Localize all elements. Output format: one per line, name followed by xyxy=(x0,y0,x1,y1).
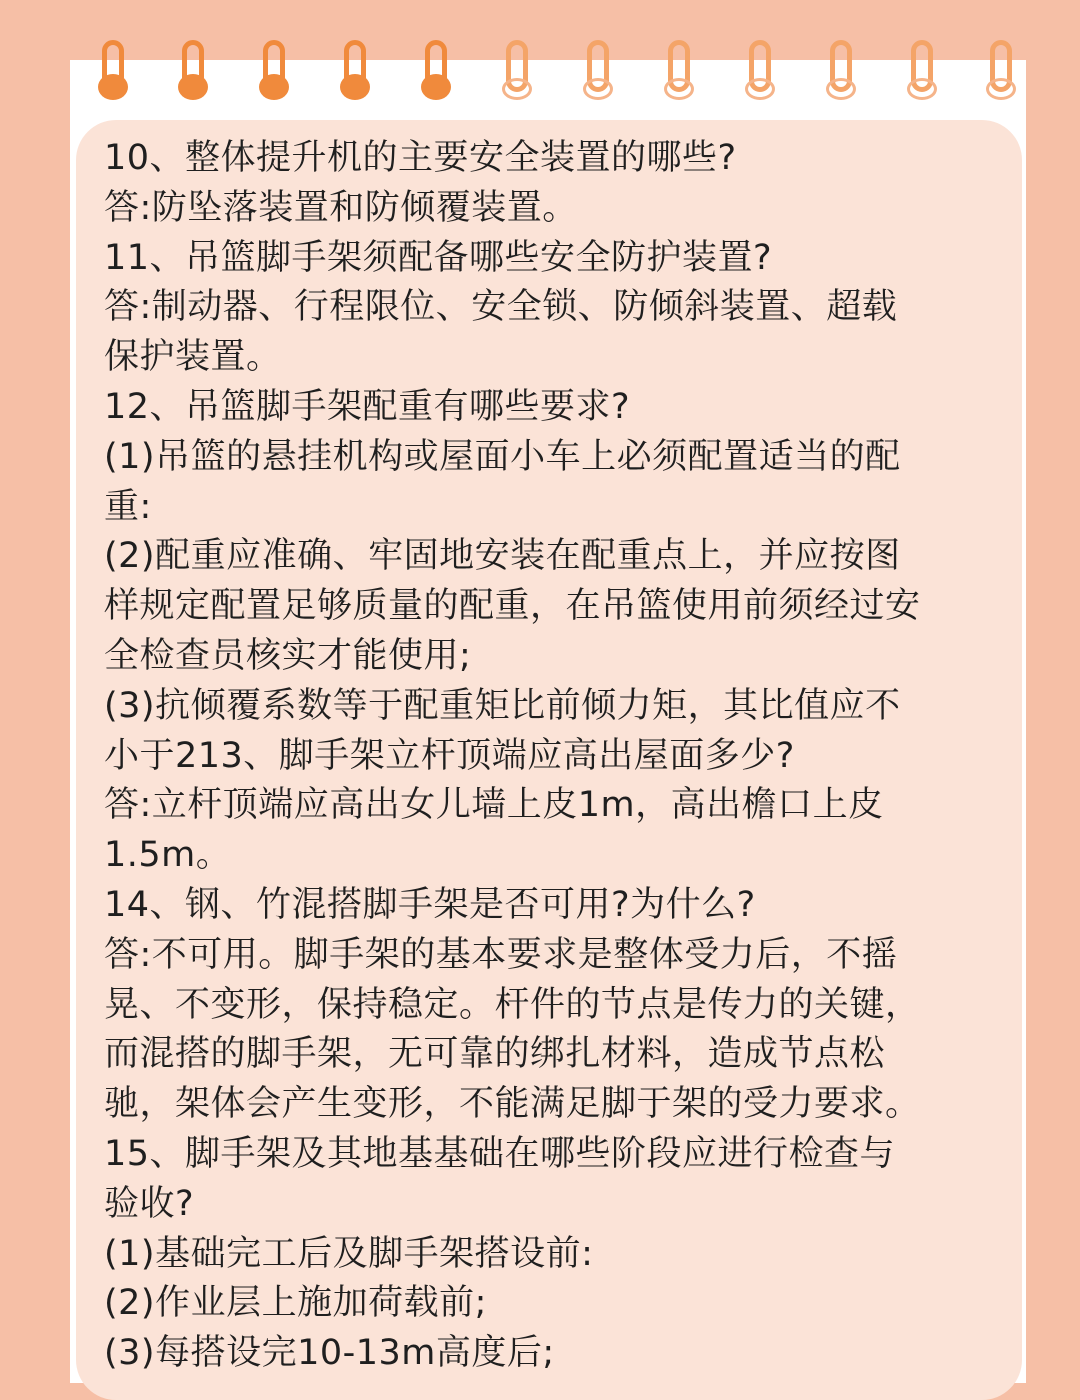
text-line: 10、整体提升机的主要安全装置的哪些? xyxy=(104,138,737,178)
binder-ring-icon xyxy=(340,40,370,102)
text-line: 答:立杆顶端应高出女儿墙上皮1m，高出檐口上皮 xyxy=(104,785,884,826)
binder-ring-icon xyxy=(986,40,1016,102)
binder-ring-icon xyxy=(583,40,613,102)
text-line: 答:不可用。脚手架的基本要求是整体受力后，不摇 xyxy=(104,934,898,975)
text-line: 11、吊篮脚手架须配备哪些安全防护装置? xyxy=(104,237,773,278)
binder-ring-icon xyxy=(745,40,775,102)
text-line: (1)基础完工后及脚手架搭设前: xyxy=(104,1233,594,1274)
text-line: 晃、不变形，保持稳定。杆件的节点是传力的关键， xyxy=(104,984,921,1025)
text-line: 答:制动器、行程限位、安全锁、防倾斜装置、超载 xyxy=(104,287,898,328)
binder-ring-icon xyxy=(664,40,694,102)
binder-ring-icon xyxy=(826,40,856,102)
qa-text xyxy=(104,134,1014,1379)
text-line: (2)配重应准确、牢固地安装在配重点上，并应按图 xyxy=(104,536,901,577)
text-line: 12、吊篮脚手架配重有哪些要求? xyxy=(104,386,631,427)
text-line: 验收? xyxy=(104,1183,195,1224)
binder-ring-icon xyxy=(502,40,532,102)
text-line: 样规定配置足够质量的配重，在吊篮使用前须经过安 xyxy=(104,586,921,627)
binder-ring-icon xyxy=(98,40,128,102)
text-line: 15、脚手架及其地基基础在哪些阶段应进行检查与 xyxy=(104,1133,896,1174)
text-line: 小于213、脚手架立杆顶端应高出屋面多少? xyxy=(104,735,795,776)
binder-ring-icon xyxy=(907,40,937,102)
text-line: (2)作业层上施加荷载前; xyxy=(104,1283,487,1324)
text-line: 驰，架体会产生变形，不能满足脚于架的受力要求。 xyxy=(104,1084,921,1125)
text-line: 答:防坠落装置和防倾覆装置。 xyxy=(104,187,578,228)
text-line: (3)抗倾覆系数等于配重矩比前倾力矩，其比值应不 xyxy=(104,685,901,726)
text-line: 而混搭的脚手架，无可靠的绑扎材料，造成节点松 xyxy=(104,1034,886,1075)
text-line: 保护装置。 xyxy=(104,337,282,378)
binder-rings xyxy=(70,40,1026,110)
text-line: (1)吊篮的悬挂机构或屋面小车上必须配置适当的配 xyxy=(104,436,901,477)
text-line: 1.5m。 xyxy=(104,835,232,876)
text-line: (3)每搭设完10-13m高度后; xyxy=(104,1333,555,1374)
binder-ring-icon xyxy=(178,40,208,102)
text-line: 全检查员核实才能使用; xyxy=(104,635,472,676)
text-line: 重: xyxy=(104,486,152,527)
binder-ring-icon xyxy=(421,40,451,102)
text-line: 14、钢、竹混搭脚手架是否可用?为什么? xyxy=(104,884,756,925)
binder-ring-icon xyxy=(259,40,289,102)
